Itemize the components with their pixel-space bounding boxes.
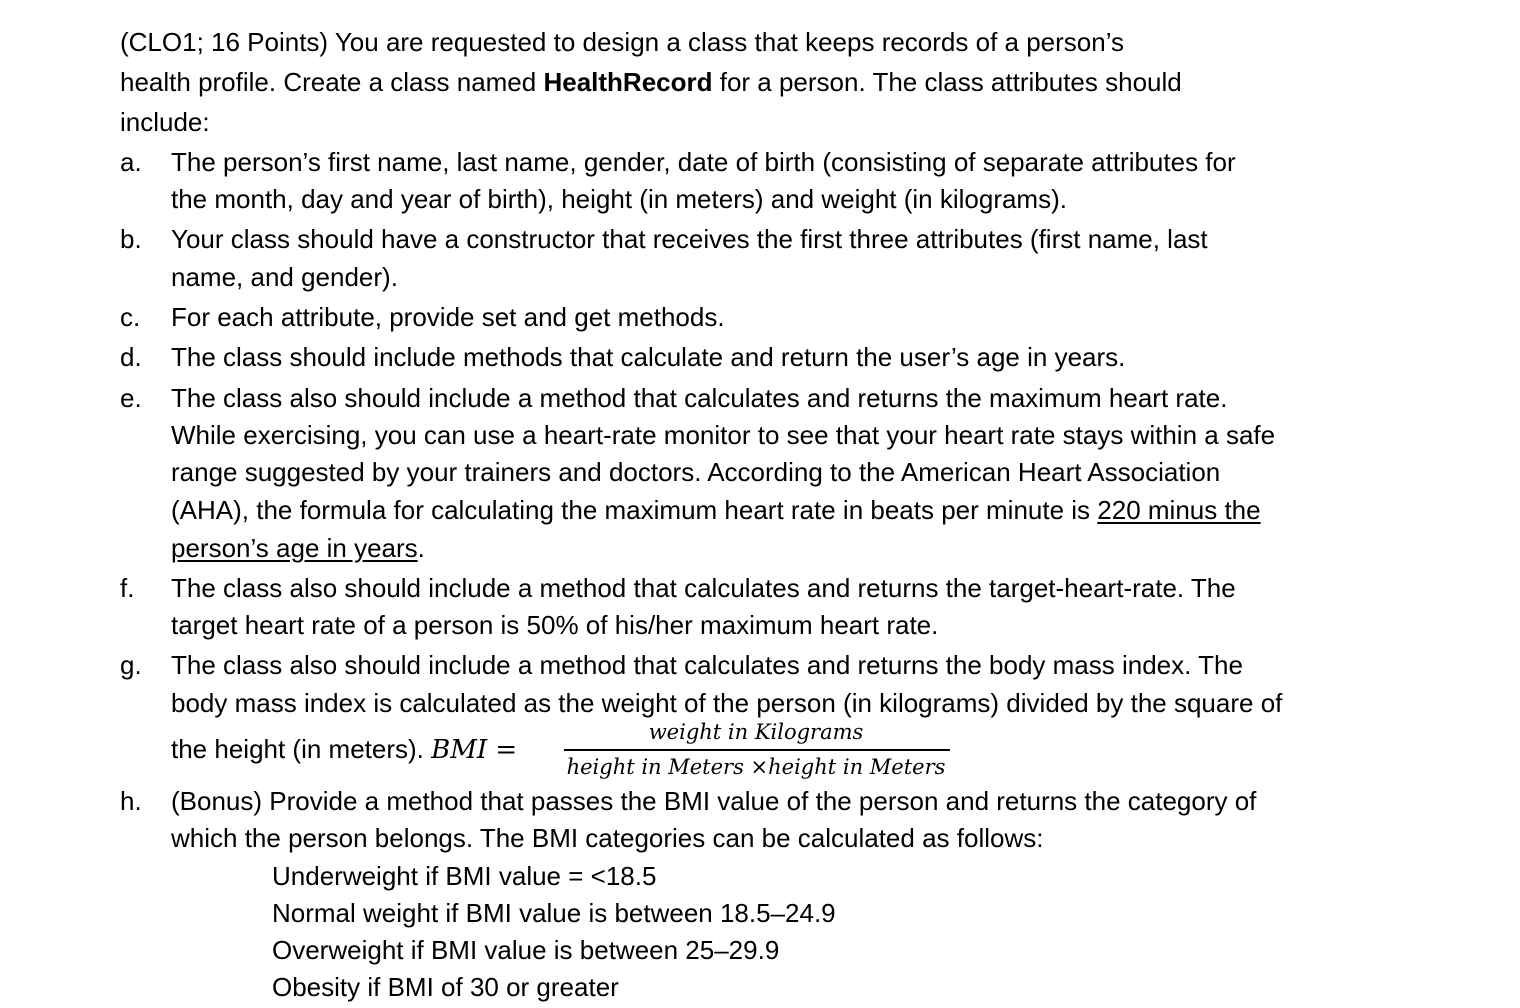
intro-text: include: — [120, 107, 210, 137]
item-g-marker: g. — [120, 650, 142, 680]
class-name: HealthRecord — [543, 67, 713, 97]
item-e-line-3: range suggested by your trainers and doctors. According to the American Heart Association — [171, 457, 1221, 487]
intro-line-1 — [120, 29, 1124, 55]
item-f-marker: f. — [120, 573, 135, 603]
formula-emphasis: 220 minus the — [1097, 495, 1261, 525]
bmi-category-underweight: Underweight if BMI value = <18.5 — [272, 861, 657, 891]
item-d-line-1: The class should include methods that calculate and return the user’s age in years. — [171, 342, 1126, 372]
item-h-line-2: which the person belongs. The BMI categories can be calculated as follows: — [171, 823, 1044, 853]
item-e-text: . — [417, 533, 425, 563]
item-e-line-2: While exercising, you can use a heart-rate monitor to see that your heart rate stays within a safe — [171, 420, 1276, 450]
item-a-line-2: the month, day and year of birth), height (in meters) and weight (in kilograms). — [171, 184, 1067, 214]
intro-line-3 — [120, 109, 210, 135]
item-b-line-2: name, and gender). — [171, 262, 398, 292]
item-a-line-1: The person’s first name, last name, gender, date of birth (consisting of separate attributes for — [171, 147, 1236, 177]
item-g-line-1: The class also should include a method that calculates and returns the body mass index. The — [171, 650, 1243, 680]
item-b-marker: b. — [120, 224, 142, 254]
intro-text: (CLO1; 16 Points) You are requested to design a class that keeps records of a person’s — [120, 27, 1125, 57]
intro-text: health profile. Create a class named — [120, 67, 544, 97]
formula-emphasis: person’s age in years — [171, 533, 418, 563]
item-c-line-1: For each attribute, provide set and get methods. — [171, 302, 725, 332]
bmi-category-overweight: Overweight if BMI value is between 25–29.9 — [272, 935, 780, 965]
bmi-numerator: weight in Kilograms — [648, 720, 864, 744]
item-f-line-2: target heart rate of a person is 50% of his/her maximum heart rate. — [171, 610, 939, 640]
item-f-line-1: The class also should include a method that calculates and returns the target-heart-rate. The — [171, 573, 1236, 603]
item-g-line-2: body mass index is calculated as the weight of the person (in kilograms) divided by the square of — [171, 688, 1283, 718]
item-e-text: (AHA), the formula for calculating the maximum heart rate in beats per minute is — [171, 495, 1098, 525]
bmi-fraction — [562, 722, 950, 782]
item-d-marker: d. — [120, 342, 142, 372]
item-g-text: the height (in meters). — [171, 734, 432, 764]
intro-text: for a person. The class attributes should — [712, 67, 1182, 97]
bmi-category-obesity: Obesity if BMI of 30 or greater — [272, 972, 619, 1002]
item-e-line-4 — [171, 497, 1261, 523]
item-b-line-1: Your class should have a constructor that receives the first three attributes (first name, last — [171, 224, 1208, 254]
item-e-line-1: The class also should include a method that calculates and returns the maximum heart rate. — [171, 383, 1228, 413]
item-e-marker: e. — [120, 383, 142, 413]
item-c-marker: c. — [120, 302, 141, 332]
item-g-line-3 — [171, 736, 517, 763]
item-a-marker: a. — [120, 147, 142, 177]
bmi-category-normal: Normal weight if BMI value is between 18.5–24.9 — [272, 898, 836, 928]
bmi-formula-lhs: BMI = — [431, 735, 518, 765]
item-e-line-5 — [171, 535, 425, 561]
intro-line-2 — [120, 69, 1182, 95]
item-h-line-1: (Bonus) Provide a method that passes the BMI value of the person and returns the category of — [171, 786, 1257, 816]
item-h-marker: h. — [120, 786, 142, 816]
bmi-denominator: height in Meters ×height in Meters — [566, 755, 946, 779]
fraction-bar — [564, 749, 950, 751]
